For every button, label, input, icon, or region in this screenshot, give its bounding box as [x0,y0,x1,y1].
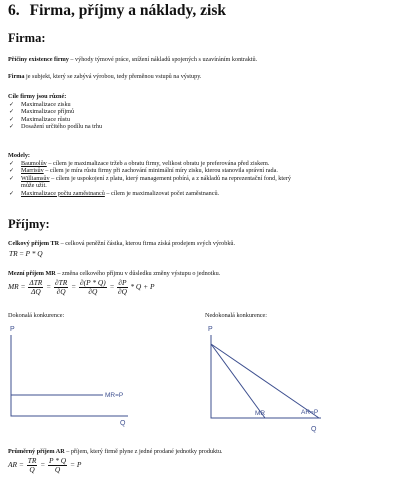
curve-label-mr-p: MR=P [105,392,124,399]
axis-label-p: P [10,326,15,333]
axes [11,335,128,416]
mr-line [211,344,265,418]
check-icon: ✓ [9,174,15,182]
term-mr: Mezní příjem MR [8,270,56,277]
section-heading-prijmy: Příjmy: [8,217,50,231]
check-icon: ✓ [9,115,15,123]
fraction: $\frac{TR}{Q}$ [27,456,37,474]
check-icon: ✓ [9,160,15,167]
curve-label-mr: MR [255,410,266,417]
check-icon: ✓ [9,108,15,116]
paragraph-firma-definition [8,73,201,81]
caption-perfect-competition: Dokonalá konkurence: [8,312,65,319]
list-item: ✓ Maximalizace příjmů [9,108,75,116]
graph-imperfect-competition [205,322,330,437]
axis-label-p: P [208,326,213,333]
term-tr: Celkový příjem TR [8,240,60,247]
caption-imperfect-competition: Nedokonalá konkurence: [205,312,268,319]
text-priciny: – výhody týmové práce, snížení nákladů spojených s uzavíráním kontraktů. [68,56,258,63]
fraction: $\frac{\partial P}{\partial Q}$ [117,278,127,296]
curve-label-ar-p: AR=P [301,409,319,416]
list-item: ✓ Baumolův – cílem je maximalizace tržeb a obratu firmy, velikost obratu je preferována před ziskem. [9,160,270,167]
fraction: $\frac{P * Q}{Q}$ [49,456,67,474]
check-icon: ✓ [9,189,15,197]
paragraph-tr: Celkový příjem TR – celková peněžní částka, kterou firma získá prodejem svých výrobků. [8,240,236,247]
page-title [8,2,226,20]
formula-ar: AR = $\frac{TR}{Q}$ = $\frac{P * Q}{Q}$ = P [8,456,82,474]
check-icon: ✓ [9,101,15,108]
ar-line [211,344,319,418]
axis-label-q: Q [120,420,126,427]
axis-label-q: Q [311,426,317,433]
list-item-continuation: může užít. [21,182,47,190]
models-list [8,160,291,197]
paragraph-ar: Průměrný příjem AR – příjem, který firmě plyne z jedné prodané jednotky produktu. [8,448,223,455]
goals-list [8,101,102,131]
term-priciny: Příčiny existence firmy [8,56,69,63]
formula-tr: TR = P * Q [9,249,43,258]
models-heading: Modely: [8,152,30,159]
term-firma: Firma [8,73,25,80]
goals-heading: Cíle firmy jsou různé: [8,93,67,100]
chapter-number: 6. [8,2,20,19]
fraction: $\frac{\text{ΔTR}}{\Delta Q}$ [29,278,43,296]
term-ar: Průměrný příjem AR [8,448,65,455]
fraction: $\frac{\partial(P * Q)}{\partial Q}$ [79,278,106,296]
graph-perfect-competition [8,322,133,432]
text-firma-definition: je subjekt, který se zabývá výrobou, tedy přeměnou vstupů na výstupy. [24,73,202,80]
list-item: ✓ Maximalizace růstu [9,115,70,123]
check-icon: ✓ [9,167,15,175]
list-item: ✓ Maximalizace počtu zaměstnanců – cílem je maximalizovat počet zaměstnanců. [9,189,220,197]
fraction: $\frac{\partial TR}{\partial Q}$ [55,278,68,296]
formula-mr: MR = $\frac{\text{ΔTR}}{\Delta Q}$ = $\frac{\partial TR}{\partial Q}$ = $\frac{\partial(P * Q)}{\partial Q}$ = $\frac{\partial P}{\partial Q}$ * Q + P [8,278,155,296]
list-item: ✓ Marrisův – cílem je míra růstu firmy při zachování minimální míry zisku, kterou stanovila správní rada. [9,167,278,175]
list-item: ✓ Williamsův – cílem je uspokojení z platu, který management pobírá, a z nákladů na reprezentační fond, který [9,174,292,182]
chapter-title: Firma, příjmy a náklady, zisk [29,2,226,19]
list-item: ✓ Dosažení určitého podílu na trhu [9,123,103,131]
check-icon: ✓ [9,123,15,131]
paragraph-mr: Mezní příjem MR – změna celkového příjmu v důsledku změny výstupu o jednotku. [8,270,221,277]
section-heading-firma: Firma: [8,31,46,45]
axes [211,335,321,418]
list-item: ✓ Maximalizace zisku [9,101,71,108]
paragraph-priciny [8,56,257,64]
